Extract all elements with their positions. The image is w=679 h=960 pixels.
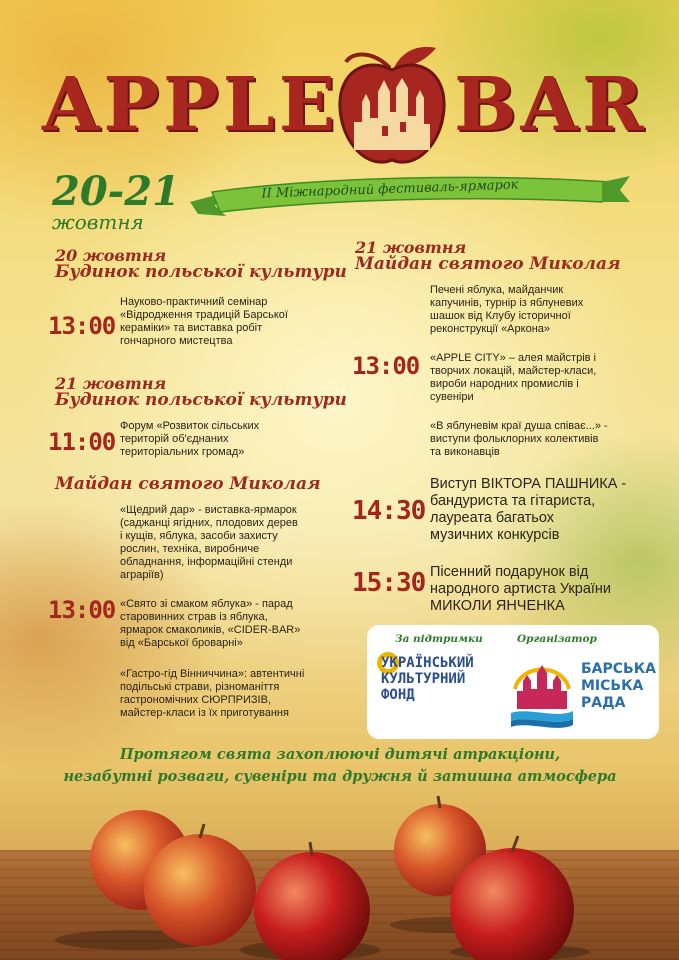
ukf-name: [381, 655, 474, 703]
desc-line: майстер-класи із їх приготування: [120, 707, 289, 719]
desc-line: Пісенний подарунок від: [430, 564, 589, 580]
city-council-logo-icon: [507, 649, 577, 729]
title-bar: BAR: [454, 62, 648, 148]
desc-line: подільські страви, різноманіття: [120, 681, 280, 693]
desc-line: «APPLE CITY» – алея майстрів і: [430, 352, 596, 364]
desc-line: МИКОЛИ ЯНЧЕНКА: [430, 598, 565, 614]
desc-line: територіальних громад»: [120, 446, 245, 458]
support-label: За підтримки: [395, 633, 483, 645]
city-council-name: [581, 661, 656, 712]
footer-line: Протягом свята захоплюючі дитячі атракціони,: [119, 746, 561, 763]
head-venue: Майдан святого Миколая: [355, 254, 621, 274]
desc-line: гончарного мистецтва: [120, 335, 233, 347]
ukf-line: КУЛЬТУРНИЙ: [381, 671, 466, 687]
event-description: [430, 476, 626, 544]
desc-line: та виконавців: [430, 446, 500, 458]
desc-line: «Щедрий дар» - виставка-ярмарок: [120, 504, 297, 516]
event-description: [120, 598, 300, 650]
event-description: [430, 564, 611, 615]
section-head-oct20: [55, 248, 347, 281]
event-description: [430, 352, 596, 404]
desc-line: творчих локацій, майстер-класи,: [430, 365, 597, 377]
desc-line: сувеніри: [430, 391, 474, 403]
head-date: 20 жовтня: [55, 246, 167, 265]
desc-line: старовинних страв із яблука,: [120, 611, 268, 623]
desc-line: обладнання, інформаційні стенди: [120, 556, 293, 568]
apple-castle-icon: [332, 42, 452, 172]
apples-illustration: [0, 780, 679, 960]
desc-line: «Гастро-гід Вінниччина»: автентичні: [120, 668, 305, 680]
section-head-oct21: [55, 376, 347, 409]
desc-line: (саджанці ягідних, плодових дерев: [120, 517, 298, 529]
head-date: 21 жовтня: [55, 374, 167, 393]
title-block: [42, 42, 648, 162]
desc-line: «Свято зі смаком яблука» - парад: [120, 598, 293, 610]
desc-line: Печені яблука, майданчик: [430, 284, 564, 296]
event-time: 13:00: [48, 312, 116, 340]
desc-line: від «Барської броварні»: [120, 637, 243, 649]
desc-line: кераміки» та виставка робіт: [120, 322, 263, 334]
festival-month: жовтня: [52, 210, 144, 234]
section-head-right: [355, 240, 621, 273]
desc-line: «Відродження традицій Барської: [120, 309, 288, 321]
desc-line: бандуриста та гітариста,: [430, 493, 596, 509]
desc-line: ярмарок смаколиків, «CIDER-BAR»: [120, 624, 301, 636]
desc-line: лауреата багатьох: [430, 510, 554, 526]
desc-line: Форум «Розвиток сільських: [120, 420, 260, 432]
desc-line: Науково-практичний семінар: [120, 296, 268, 308]
title-apple: APPLE: [42, 62, 340, 148]
event-description: [120, 668, 304, 720]
event-time: 15:30: [352, 568, 426, 598]
desc-line: Виступ ВІКТОРА ПАШНИКА -: [430, 476, 627, 492]
event-time: 13:00: [352, 352, 420, 380]
city-line: БАРСЬКА: [581, 661, 656, 677]
ukf-line: УКРАЇНСЬКИЙ: [381, 655, 474, 671]
footer-line: незабутні розваги, сувеніри та дружня й затишна атмосфера: [63, 768, 617, 785]
desc-line: територій об'єднаних: [120, 433, 229, 445]
ukf-line: ФОНД: [381, 687, 415, 703]
sponsors-panel: [367, 625, 659, 739]
desc-line: реконструкції «Аркона»: [430, 323, 551, 335]
event-description: [120, 296, 288, 348]
desc-line: «В яблуневім краї душа співає...» -: [430, 420, 608, 432]
desc-line: капучинів, турнір із яблуневих: [430, 297, 584, 309]
city-line: МІСЬКА: [581, 678, 644, 694]
ribbon-text: II Міжнародний фестиваль-ярмарок: [261, 177, 519, 202]
event-time: 13:00: [48, 596, 116, 624]
desc-line: виступи фольклорних колективів: [430, 433, 599, 445]
head-date: 21 жовтня: [355, 238, 467, 257]
festival-days: 20-21: [52, 168, 180, 215]
desc-line: гастрономічних СЮРПРИЗІВ,: [120, 694, 272, 706]
event-time: 14:30: [352, 496, 426, 526]
event-time: 11:00: [48, 428, 116, 456]
desc-line: музичних конкурсів: [430, 527, 560, 543]
desc-line: народного артиста України: [430, 581, 612, 597]
event-description: [120, 504, 298, 582]
city-line: РАДА: [581, 695, 626, 711]
organizer-label: Організатор: [517, 633, 597, 645]
section-head-square: Майдан святого Миколая: [55, 474, 321, 494]
head-venue: Будинок польської культури: [55, 262, 347, 282]
desc-line: рослин, техніка, виробниче: [120, 543, 260, 555]
head-venue: Будинок польської культури: [55, 390, 347, 410]
desc-line: аграріїв): [120, 569, 164, 581]
desc-line: шашок від Клубу історичної: [430, 310, 571, 322]
event-description: [120, 420, 259, 459]
desc-line: вироби народних промислів і: [430, 378, 579, 390]
desc-line: і кущів, яблука, засоби захисту: [120, 530, 278, 542]
event-description: [430, 420, 608, 459]
event-description: [430, 284, 583, 336]
